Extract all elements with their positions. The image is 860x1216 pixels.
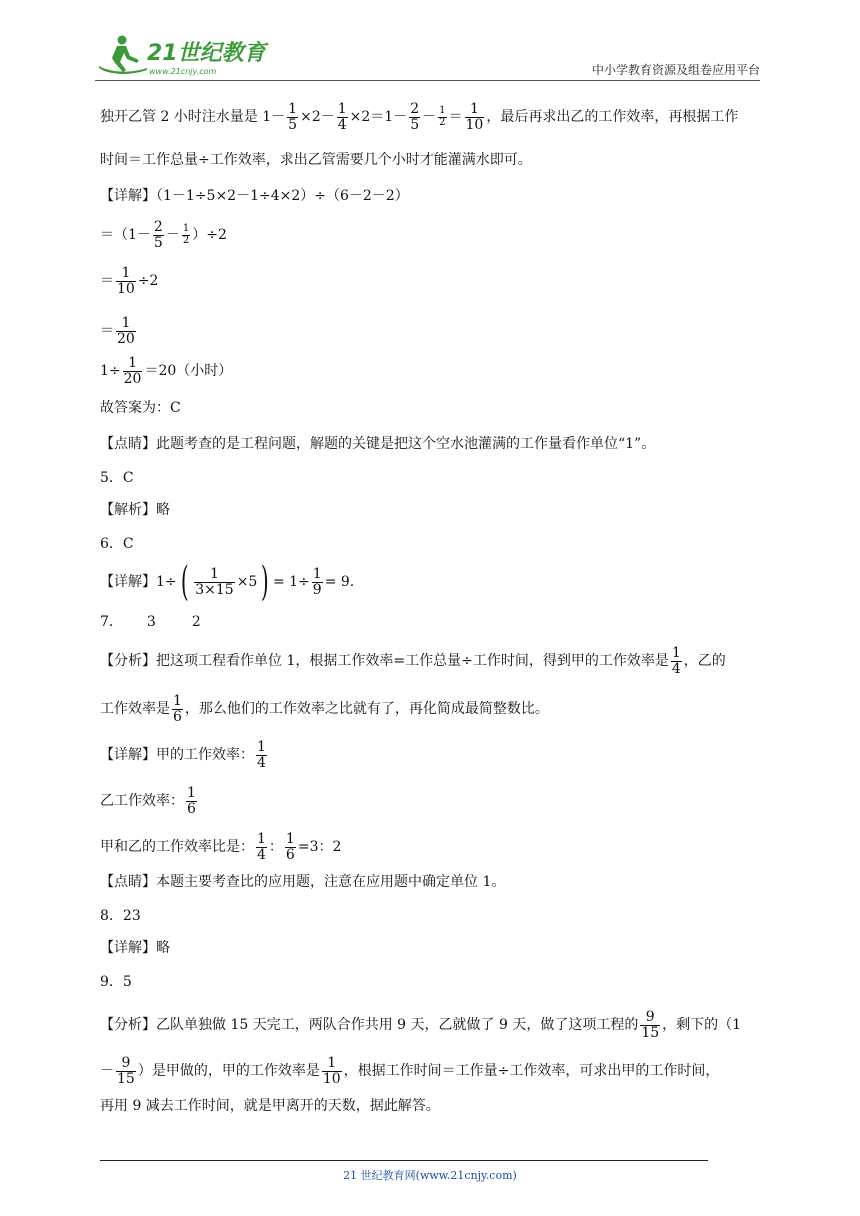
text-line: 1÷ $\frac{1}{20}$ ＝20（小时）: [100, 355, 233, 387]
text-line: 时间＝工作总量÷工作效率，求出乙管需要几个小时才能灌满水即可。: [100, 152, 532, 168]
site-tagline: 中小学教育资源及组卷应用平台: [591, 63, 760, 77]
text-line: ＝（1－ $\frac{2}{5}$ － $\frac{1}{2}$ ）÷2: [100, 219, 227, 251]
text-line: 【点睛】本题主要考查比的应用题，注意在应用题中确定单位 1。: [100, 874, 506, 890]
text-line: 【解析】略: [100, 502, 170, 518]
text-line: 8．23: [100, 908, 141, 924]
svg-text:www.21cnjy.com: www.21cnjy.com: [149, 67, 217, 76]
page-footer: 21 世纪教育网(www.21cnjy.com): [343, 1169, 517, 1182]
text-line: 独开乙管 2 小时注水量是 1－ $\frac{1}{5}$ ×2－ $\frac{1}{4}$ ×2＝1－ $\frac{2}{5}$ － $\frac{1}{2}$ ＝ $\frac{1}{10}$ ，最后再求出乙的工作效率，再根据工作: [100, 101, 739, 133]
text-line: 5．C: [100, 470, 134, 486]
text-line: 再用 9 减去工作时间，就是甲离开的天数，据此解答。: [100, 1098, 440, 1114]
text-line: ＝ $\frac{1}{10}$ ÷2: [100, 265, 159, 297]
site-logo: [95, 32, 275, 78]
footer-divider: [100, 1160, 708, 1161]
text-line: 乙工作效率： $\frac{1}{6}$: [100, 785, 196, 817]
svg-text:21世纪教育: 21世纪教育: [147, 41, 266, 66]
text-line: 甲和乙的工作效率比是： $\frac{1}{4}$ ： $\frac{1}{6}$ =3：2: [100, 831, 342, 863]
text-line: 【详解】略: [100, 940, 170, 956]
text-line: 【详解】（1－1÷5×2－1÷4×2）÷（6－2－2）: [100, 188, 409, 204]
text-line: 【点睛】此题考查的是工程问题，解题的关键是把这个空水池灌满的工作量看作单位“1”。: [100, 436, 656, 452]
text-line: 9．5: [100, 974, 132, 990]
text-line: 【分析】乙队单独做 15 天完工，两队合作共用 9 天，乙就做了 9 天，做了这项工程的 $\frac{9}{15}$ ，剩下的（1: [100, 1009, 742, 1041]
text-line: 【分析】把这项工程看作单位 1，根据工作效率=工作总量÷工作时间，得到甲的工作效率是 $\frac{1}{4}$ ，乙的: [100, 645, 726, 677]
text-line: 故答案为：C: [100, 400, 181, 416]
header-divider: [95, 80, 760, 81]
left-paren: (: [180, 559, 189, 605]
right-paren: ): [261, 559, 270, 605]
text-line: 【详解】甲的工作效率： $\frac{1}{4}$: [100, 739, 266, 771]
text-line: － $\frac{9}{15}$ ）是甲做的，甲的工作效率是 $\frac{1}{10}$ ，根据工作时间＝工作量÷工作效率，可求出甲的工作时间，: [100, 1055, 720, 1087]
text-line: 工作效率是 $\frac{1}{6}$ ，那么他们的工作效率之比就有了，再化简成最简整数比。: [100, 693, 549, 725]
text-line: ＝ $\frac{1}{20}$: [100, 315, 135, 347]
text-line: 6．C: [100, 536, 134, 552]
text-line: 【详解】1÷ ( $\frac{1}{3\times 15}$ ×5 ) = 1÷ $\frac{1}{9}$ = 9.: [100, 559, 355, 605]
text-line: 7． 3 2: [100, 614, 201, 630]
page-header: [95, 30, 760, 80]
